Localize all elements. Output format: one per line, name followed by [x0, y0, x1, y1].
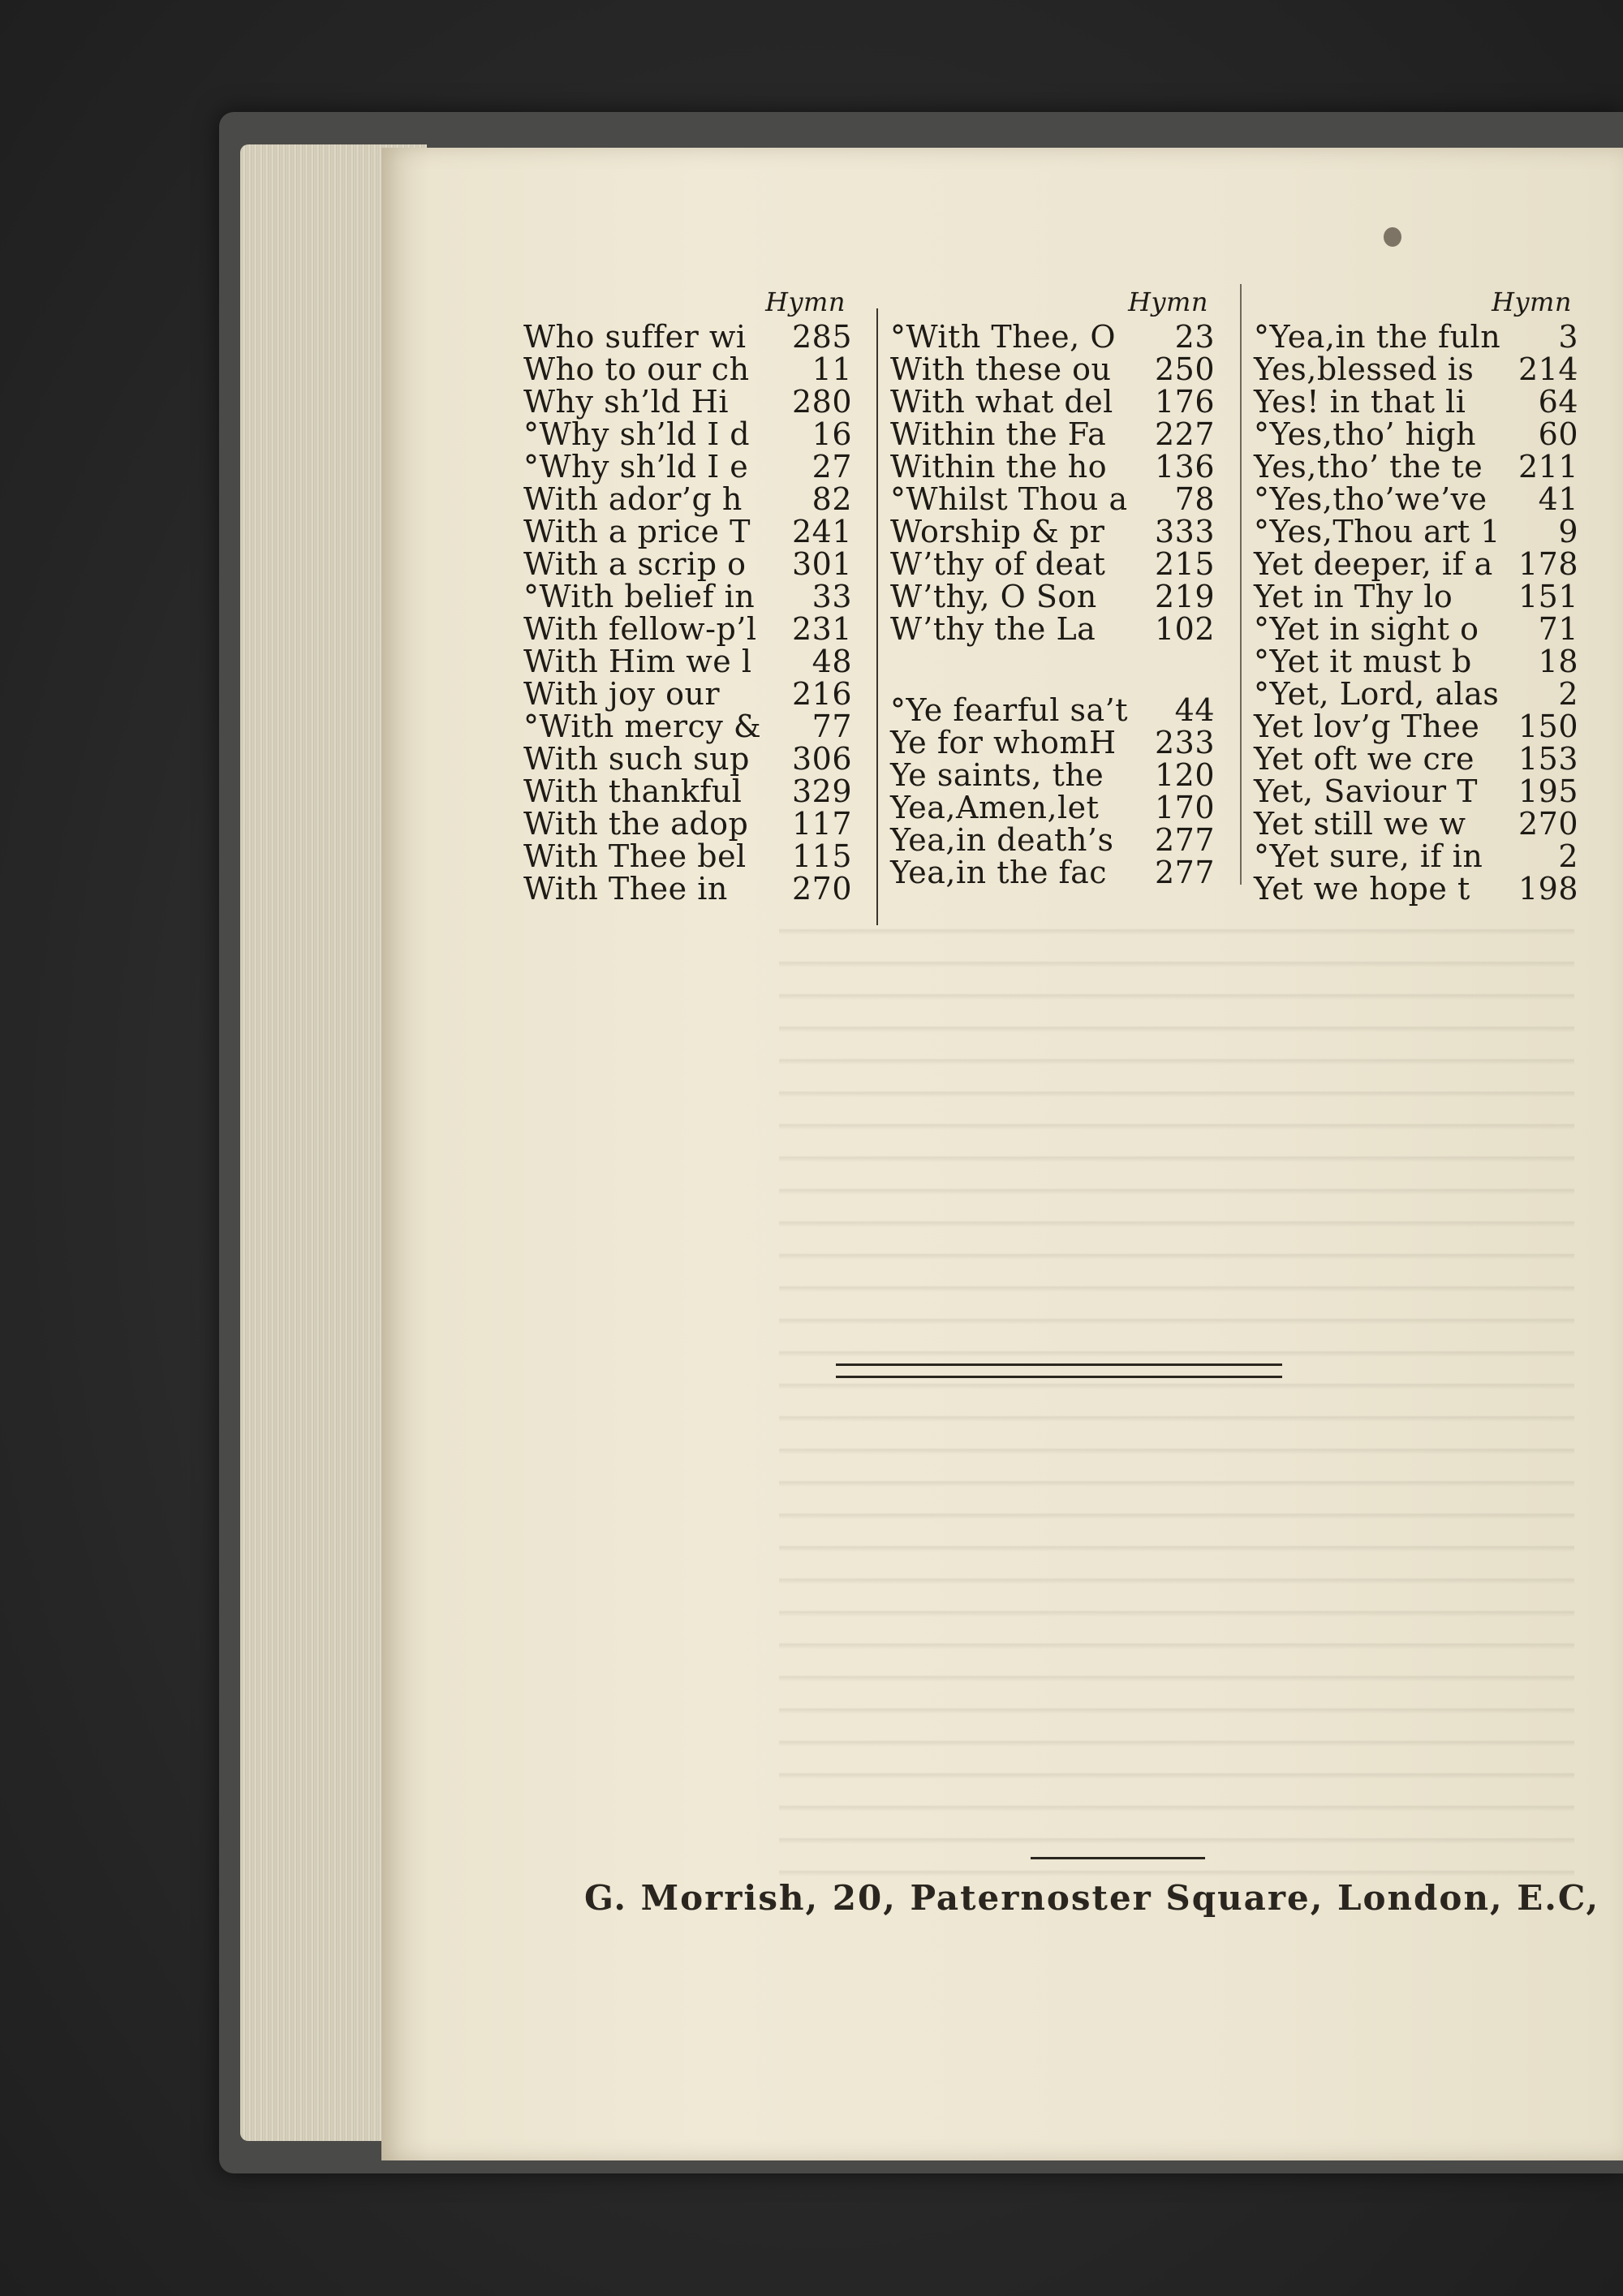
index-entry: [1254, 840, 1578, 872]
index-entry: [890, 694, 1215, 726]
index-entry: [1254, 580, 1578, 613]
index-entry: [890, 791, 1215, 824]
hymn-number: 71: [1538, 611, 1578, 647]
ink-speck: [1384, 227, 1401, 247]
entry-first-line: Yes,tho’ the te: [1254, 449, 1483, 485]
hymn-number: 153: [1518, 741, 1578, 777]
index-entry: [523, 775, 852, 808]
entry-first-line: With ador’g h: [523, 481, 743, 517]
index-entry: [523, 743, 852, 775]
entry-first-line: With such sup: [523, 741, 750, 777]
index-entry: [1254, 353, 1578, 386]
entry-first-line: °Yes,tho’ high: [1254, 416, 1477, 452]
entry-first-line: With joy our: [523, 676, 721, 712]
hymn-number: 215: [1154, 546, 1215, 582]
index-entry: [890, 580, 1215, 613]
index-entry: [523, 710, 852, 743]
index-entry: [1254, 483, 1578, 515]
entry-first-line: W’thy of deat: [890, 546, 1106, 582]
index-entry: [1254, 678, 1578, 710]
index-entry: [890, 824, 1215, 856]
entry-first-line: With Thee bel: [523, 838, 747, 874]
hymn-number: 102: [1154, 611, 1215, 647]
column-divider: [1240, 284, 1242, 885]
index-entry: [890, 548, 1215, 580]
index-entry: [1254, 613, 1578, 645]
index-entry: [890, 726, 1215, 759]
hymn-number: 214: [1518, 351, 1578, 387]
column-header: Hymn: [765, 286, 846, 317]
hymn-number: 16: [812, 416, 852, 452]
index-entry: [523, 808, 852, 840]
hymn-number: 44: [1174, 692, 1215, 728]
hymn-number: 41: [1538, 481, 1578, 517]
entry-first-line: With thankful: [523, 773, 743, 809]
hymn-number: 170: [1154, 790, 1215, 825]
entry-first-line: With fellow-p’l: [523, 611, 757, 647]
index-entry: [1254, 872, 1578, 905]
hymn-number: 2: [1558, 676, 1578, 712]
index-entry: [523, 548, 852, 580]
index-entry: [523, 321, 852, 353]
hymn-number: 241: [791, 514, 852, 549]
hymn-number: 151: [1518, 579, 1578, 614]
index-entry: [890, 418, 1215, 450]
entry-first-line: °Whilst Thou a: [890, 481, 1128, 517]
index-entry: [523, 645, 852, 678]
hymn-number: 115: [791, 838, 852, 874]
hymn-number: 329: [791, 773, 852, 809]
hymn-number: 178: [1518, 546, 1578, 582]
hymn-number: 211: [1518, 449, 1578, 485]
index-entry: [1254, 775, 1578, 808]
index-entry: [523, 386, 852, 418]
hymn-number: 77: [812, 709, 852, 744]
hymn-number: 150: [1518, 709, 1578, 744]
entry-first-line: °With belief in: [523, 579, 756, 614]
hymn-number: 280: [791, 384, 852, 420]
entry-first-line: With a price T: [523, 514, 751, 549]
hymn-number: 285: [791, 319, 852, 355]
index-entry: [890, 353, 1215, 386]
hymn-number: 227: [1154, 416, 1215, 452]
entry-first-line: Yet lov’g Thee: [1254, 709, 1480, 744]
hymn-number: 11: [812, 351, 852, 387]
entry-first-line: °Yea,in the fuln: [1254, 319, 1501, 355]
hymn-number: 231: [791, 611, 852, 647]
entry-first-line: Within the ho: [890, 449, 1108, 485]
entry-first-line: Yet we hope t: [1254, 871, 1470, 907]
index-entry: [523, 353, 852, 386]
entry-first-line: Ye saints, the: [890, 757, 1104, 793]
index-entry: [1254, 743, 1578, 775]
index-entry: [890, 856, 1215, 889]
entry-first-line: Ye for whomH: [890, 725, 1117, 760]
hymn-number: 277: [1154, 855, 1215, 890]
entry-first-line: Worship & pr: [890, 514, 1105, 549]
index-entry: [1254, 548, 1578, 580]
entry-first-line: °Why sh’ld I d: [523, 416, 751, 452]
entry-first-line: °Yet in sight o: [1254, 611, 1479, 647]
hymn-number: 277: [1154, 822, 1215, 858]
entry-first-line: °Yet it must b: [1254, 644, 1472, 679]
index-entry: [1254, 450, 1578, 483]
hymn-number: 48: [812, 644, 852, 679]
index-entry: [1254, 386, 1578, 418]
hymn-number: 198: [1518, 871, 1578, 907]
bleed-through-text: [779, 909, 1574, 1883]
entry-first-line: With Thee in: [523, 871, 728, 907]
index-entry: [1254, 321, 1578, 353]
hymn-number: 60: [1538, 416, 1578, 452]
entry-first-line: Who suffer wi: [523, 319, 747, 355]
entry-first-line: Who to our ch: [523, 351, 750, 387]
publisher-imprint: G. Morrish, 20, Paternoster Square, London, E.C,: [584, 1878, 1600, 1918]
entry-first-line: Yet, Saviour T: [1254, 773, 1478, 809]
index-entry: [890, 450, 1215, 483]
hymn-number: 306: [791, 741, 852, 777]
index-entry: [523, 450, 852, 483]
index-entry: [890, 759, 1215, 791]
hymn-number: 301: [791, 546, 852, 582]
index-entry: [890, 483, 1215, 515]
entry-first-line: °Why sh’ld I e: [523, 449, 749, 485]
index-entry: [890, 386, 1215, 418]
column-header: Hymn: [1492, 286, 1572, 317]
hymn-number: 120: [1154, 757, 1215, 793]
hymn-number: 3: [1558, 319, 1578, 355]
index-entry: [890, 613, 1215, 645]
entry-first-line: °Yet sure, if in: [1254, 838, 1483, 874]
section-gap: [890, 645, 1215, 694]
index-entry: [523, 483, 852, 515]
index-entry: [1254, 645, 1578, 678]
index-entry: [1254, 710, 1578, 743]
index-list: [1254, 321, 1578, 905]
hymn-number: 270: [791, 871, 852, 907]
hymn-number: 117: [791, 806, 852, 842]
hymn-number: 23: [1174, 319, 1215, 355]
entry-first-line: Yes,blessed is: [1254, 351, 1474, 387]
entry-first-line: With the adop: [523, 806, 749, 842]
hymn-number: 9: [1558, 514, 1578, 549]
index-list: [523, 321, 852, 905]
index-entry: [1254, 808, 1578, 840]
index-column-1: [523, 288, 852, 905]
entry-first-line: W’thy the La: [890, 611, 1096, 647]
index-entry: [523, 872, 852, 905]
hymn-number: 136: [1154, 449, 1215, 485]
index-entry: [1254, 418, 1578, 450]
index-entry: [523, 580, 852, 613]
entry-first-line: Yet still we w: [1254, 806, 1466, 842]
entry-first-line: With Him we l: [523, 644, 752, 679]
entry-first-line: °Yes,tho’we’ve: [1254, 481, 1487, 517]
hymn-number: 195: [1518, 773, 1578, 809]
index-list: [890, 694, 1215, 889]
hymn-number: 176: [1154, 384, 1215, 420]
entry-first-line: °Yet, Lord, alas: [1254, 676, 1500, 712]
entry-first-line: Yea,in death’s: [890, 822, 1114, 858]
index-column-3: [1254, 288, 1578, 905]
hymn-number: 64: [1538, 384, 1578, 420]
index-entry: [523, 840, 852, 872]
index-entry: [523, 515, 852, 548]
entry-first-line: Why sh’ld Hi: [523, 384, 729, 420]
hymn-number: 333: [1154, 514, 1215, 549]
index-entry: [890, 321, 1215, 353]
index-entry: [890, 515, 1215, 548]
entry-first-line: Yet deeper, if a: [1254, 546, 1493, 582]
index-entry: [523, 418, 852, 450]
hymn-number: 219: [1154, 579, 1215, 614]
entry-first-line: W’thy, O Son: [890, 579, 1097, 614]
entry-first-line: Yet in Thy lo: [1254, 579, 1453, 614]
hymn-number: 78: [1174, 481, 1215, 517]
index-entry: [1254, 515, 1578, 548]
entry-first-line: °Ye fearful sa’t: [890, 692, 1128, 728]
entry-first-line: Yea,in the fac: [890, 855, 1108, 890]
entry-first-line: Yet oft we cre: [1254, 741, 1474, 777]
hymn-number: 250: [1154, 351, 1215, 387]
entry-first-line: °With Thee, O: [890, 319, 1116, 355]
double-rule-divider: [836, 1363, 1282, 1378]
column-header: Hymn: [1128, 286, 1208, 317]
entry-first-line: Yea,Amen,let: [890, 790, 1100, 825]
column-divider: [876, 308, 878, 925]
entry-first-line: With what del: [890, 384, 1113, 420]
hymn-number: 33: [812, 579, 852, 614]
entry-first-line: Yes! in that li: [1254, 384, 1466, 420]
index-entry: [523, 678, 852, 710]
hymn-number: 27: [812, 449, 852, 485]
entry-first-line: °Yes,Thou art 1: [1254, 514, 1500, 549]
hymn-number: 2: [1558, 838, 1578, 874]
index-list: [890, 321, 1215, 645]
hymn-number: 233: [1154, 725, 1215, 760]
entry-first-line: With these ou: [890, 351, 1112, 387]
hymn-number: 216: [791, 676, 852, 712]
hymn-number: 270: [1518, 806, 1578, 842]
entry-first-line: °With mercy &: [523, 709, 762, 744]
index-column-2: [890, 288, 1215, 889]
hymn-number: 18: [1538, 644, 1578, 679]
short-rule-divider: [1031, 1857, 1205, 1859]
entry-first-line: Within the Fa: [890, 416, 1107, 452]
entry-first-line: With a scrip o: [523, 546, 747, 582]
hymn-number: 82: [812, 481, 852, 517]
index-entry: [523, 613, 852, 645]
